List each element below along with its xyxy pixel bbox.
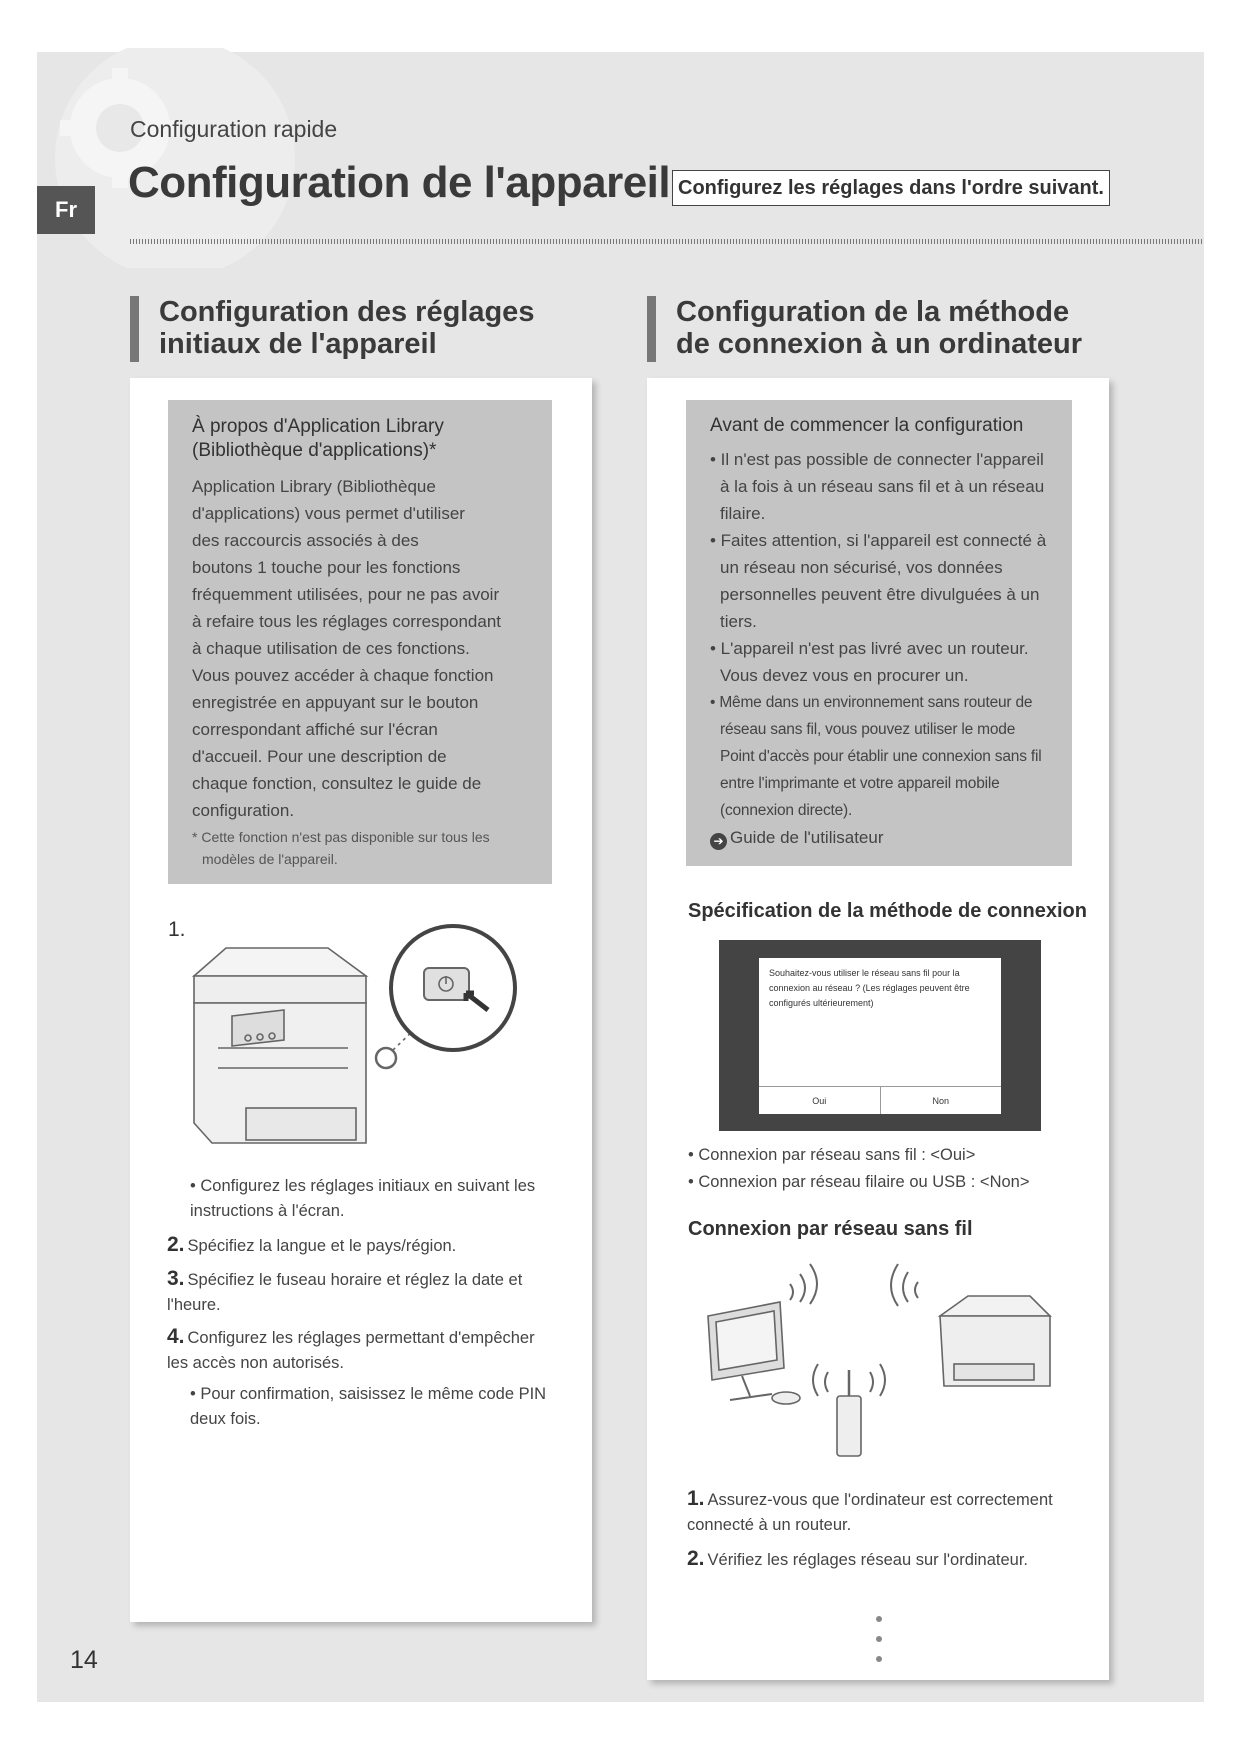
info-bullet: • Faites attention, si l'appareil est connecté à un réseau non sécurisé, vos données personnelles peuvent être divulguées à un tiers.	[710, 531, 1047, 631]
right-step-2	[687, 1546, 1087, 1573]
continuation-dot	[876, 1656, 882, 1662]
right-step-2-number: 2.	[687, 1547, 705, 1570]
info-bullet: • L'appareil n'est pas livré avec un routeur. Vous devez vous en procurer un.	[710, 639, 1029, 685]
arrow-right-icon: ➔	[710, 833, 727, 850]
info-line: Application Library (Bibliothèque	[192, 477, 436, 496]
device-screen-mock	[719, 940, 1041, 1131]
info-line: Vous pouvez accéder à chaque fonction	[192, 666, 494, 685]
header-divider	[130, 239, 1204, 244]
info-line: à refaire tous les réglages correspondant	[192, 612, 502, 631]
step-2-text: Spécifiez la langue et le pays/région.	[187, 1237, 457, 1255]
info-line: boutons 1 touche pour les fonctions	[192, 558, 461, 577]
info-line: à chaque utilisation de ces fonctions.	[192, 639, 470, 658]
step-3-number: 3.	[167, 1267, 185, 1290]
step-4	[167, 1324, 557, 1376]
right-step-1	[687, 1486, 1087, 1538]
step-4-number: 4.	[167, 1325, 185, 1348]
info-body	[192, 473, 528, 824]
left-heading-line1: Configuration des réglages	[159, 296, 535, 328]
info-line: enregistrée en appuyant sur le bouton	[192, 693, 479, 712]
info-line: chaque fonction, consultez le guide de	[192, 774, 482, 793]
screen-no-button[interactable]: Non	[880, 1087, 1002, 1114]
user-guide-link-text: Guide de l'utilisateur	[730, 828, 884, 847]
step-3	[167, 1266, 557, 1318]
heading-bar	[130, 296, 139, 362]
info-line: fréquemment utilisées, pour ne pas avoir	[192, 585, 500, 604]
step-1-number: 1.	[168, 918, 186, 941]
info-footnote: * Cette fonction n'est pas disponible sur tous les modèles de l'appareil.	[192, 829, 490, 867]
left-section-heading	[130, 296, 534, 362]
continuation-dot	[876, 1616, 882, 1622]
info-line: correspondant affiché sur l'écran	[192, 720, 438, 739]
right-heading-line1: Configuration de la méthode	[676, 296, 1070, 328]
order-note-box: Configurez les réglages dans l'ordre suivant.	[672, 170, 1110, 206]
info-title-line2: (Bibliothèque d'applications)*	[192, 440, 437, 461]
connection-options	[688, 1142, 1078, 1196]
printer-power-button-illustration	[188, 918, 538, 1163]
connection-option: • Connexion par réseau sans fil : <Oui>	[688, 1146, 976, 1164]
continuation-dot	[876, 1636, 882, 1642]
right-step-1-text: Assurez-vous que l'ordinateur est correctement connecté à un routeur.	[687, 1491, 1053, 1534]
wireless-network-illustration	[700, 1256, 1060, 1476]
step-1-bullet: • Configurez les réglages initiaux en suivant les instructions à l'écran.	[190, 1177, 536, 1220]
screen-message: Souhaitez-vous utiliser le réseau sans fil pour la connexion au réseau ? (Les réglages peuvent être configurés ultérieurement)	[759, 958, 1001, 1086]
step-3-text: Spécifiez le fuseau horaire et réglez la date et l'heure.	[167, 1271, 523, 1314]
info-title-line1: À propos d'Application Library	[192, 416, 444, 437]
heading-bar	[647, 296, 656, 362]
wireless-connection-heading: Connexion par réseau sans fil	[688, 1218, 973, 1240]
screen-yes-button[interactable]: Oui	[812, 1095, 827, 1106]
section-kicker: Configuration rapide	[130, 116, 338, 142]
info-line: d'applications) vous permet d'utiliser	[192, 504, 465, 523]
connection-option: • Connexion par réseau filaire ou USB : <Non>	[688, 1173, 1030, 1191]
right-section-heading	[647, 296, 1082, 362]
user-guide-link[interactable]	[710, 824, 1048, 851]
language-tab: Fr	[37, 186, 95, 234]
step-2-number: 2.	[167, 1233, 185, 1256]
connection-method-heading: Spécification de la méthode de connexion	[688, 900, 1087, 922]
before-setup-title: Avant de commencer la configuration	[710, 415, 1024, 436]
right-step-2-text: Vérifiez les réglages réseau sur l'ordinateur.	[707, 1551, 1029, 1569]
info-line: des raccourcis associés à des	[192, 531, 419, 550]
left-heading-line2: initiaux de l'appareil	[159, 328, 437, 360]
step-4-bullet: • Pour confirmation, saisissez le même code PIN deux fois.	[190, 1385, 547, 1428]
info-line: configuration.	[192, 801, 295, 820]
page-number: 14	[70, 1646, 98, 1674]
right-heading-line2: de connexion à un ordinateur	[676, 328, 1083, 360]
info-line: d'accueil. Pour une description de	[192, 747, 447, 766]
step-2	[167, 1232, 557, 1259]
page-title: Configuration de l'appareil	[128, 158, 671, 207]
before-setup-info-box	[686, 400, 1072, 866]
right-step-1-number: 1.	[687, 1487, 705, 1510]
step-4-text: Configurez les réglages permettant d'empêcher les accès non autorisés.	[167, 1329, 535, 1372]
info-bullet: • Même dans un environnement sans routeur de réseau sans fil, vous pouvez utiliser le mode Point d'accès pour établir une connexion sans fil entre l'imprimante et votre appareil mobile (connexion directe).	[710, 694, 1042, 819]
info-bullet: • Il n'est pas possible de connecter l'appareil à la fois à un réseau sans fil et à un réseau filaire.	[710, 450, 1045, 523]
application-library-info-box	[168, 400, 552, 884]
